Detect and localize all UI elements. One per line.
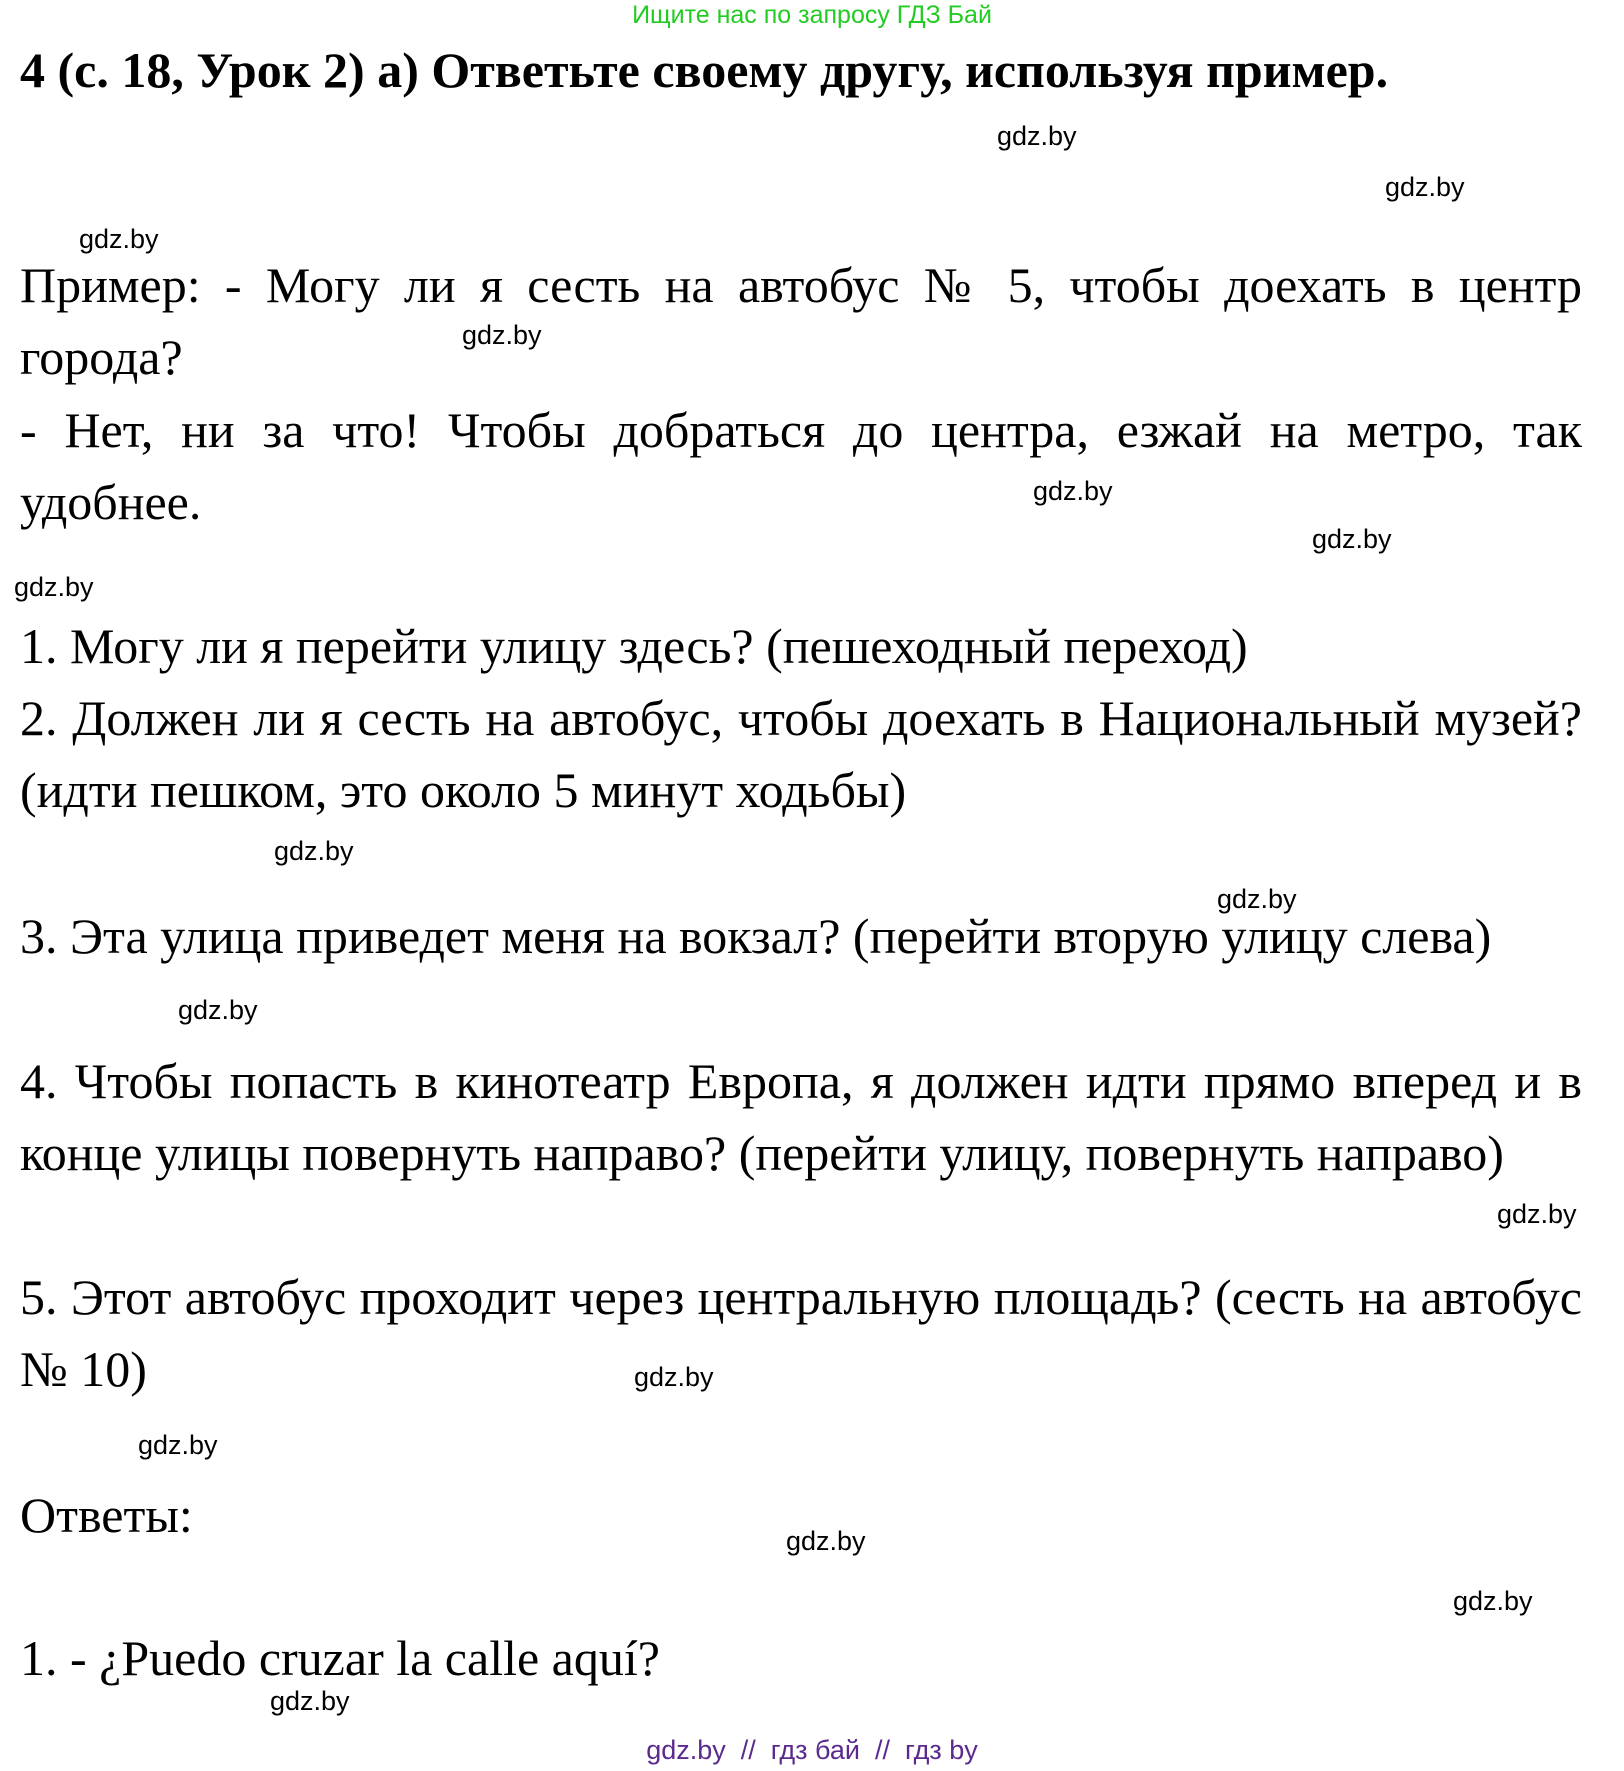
watermark: gdz.by bbox=[634, 1362, 714, 1392]
watermark: gdz.by bbox=[1033, 476, 1113, 506]
watermark: gdz.by bbox=[462, 320, 542, 350]
watermark: gdz.by bbox=[14, 572, 94, 602]
watermark: gdz.by bbox=[1217, 884, 1297, 914]
list-item: 3. Эта улица приведет меня на вокзал? (перейти вторую улицу слева) bbox=[20, 908, 1492, 964]
header-banner: Ищите нас по запросу ГДЗ Бай bbox=[632, 1, 992, 29]
exercise-title: 4 (с. 18, Урок 2) а) Ответьте своему другу, используя пример. bbox=[20, 42, 1389, 98]
answers-heading: Ответы: bbox=[20, 1487, 193, 1543]
list-item: 5. Этот автобус проходит через центральную площадь? (сесть на автобус № 10) bbox=[20, 1269, 1582, 1397]
watermark: gdz.by bbox=[1312, 524, 1392, 554]
watermark: gdz.by bbox=[79, 224, 159, 254]
list-item: 1. Могу ли я перейти улицу здесь? (пешеходный переход) bbox=[20, 618, 1248, 674]
answer-item: 1. - ¿Puedo cruzar la calle aquí? bbox=[20, 1630, 660, 1686]
watermark: gdz.by bbox=[786, 1526, 866, 1556]
watermark: gdz.by bbox=[178, 995, 258, 1025]
watermark: gdz.by bbox=[270, 1686, 350, 1716]
watermark: gdz.by bbox=[1497, 1199, 1577, 1229]
watermark: gdz.by bbox=[274, 836, 354, 866]
watermark: gdz.by bbox=[1453, 1586, 1533, 1616]
example-question: Пример: - Могу ли я сесть на автобус № 5, чтобы доехать в центр города? bbox=[20, 257, 1582, 385]
list-item: 4. Чтобы попасть в кинотеатр Европа, я должен идти прямо вперед и в конце улицы повернуть направо? (перейти улицу, повернуть направо) bbox=[20, 1053, 1582, 1181]
list-item: 2. Должен ли я сесть на автобус, чтобы доехать в Национальный музей? (идти пешком, это около 5 минут ходьбы) bbox=[20, 690, 1582, 818]
example-answer: - Нет, ни за что! Чтобы добраться до центра, езжай на метро, так удобнее. bbox=[20, 402, 1582, 530]
footer-links: gdz.by // гдз бай // гдз by bbox=[646, 1735, 978, 1765]
watermark: gdz.by bbox=[997, 121, 1077, 151]
watermark: gdz.by bbox=[1385, 172, 1465, 202]
watermark: gdz.by bbox=[138, 1430, 218, 1460]
